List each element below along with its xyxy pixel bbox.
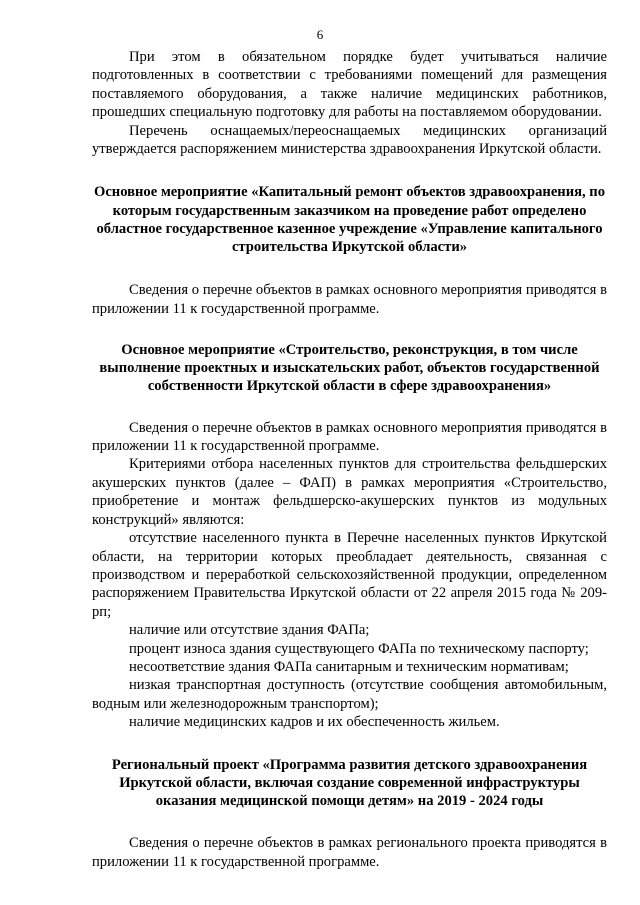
- criterion-fap-building: наличие или отсутствие здания ФАПа;: [129, 622, 370, 639]
- criterion-settlement-list: отсутствие населенного пункта в Перечне населенных пунктов Иркутской области, на территории которых преобладает деятельность, связанная с производством и переработкой сельскохозяйственной продукции, определенном распоряжением Правительства Иркутской области от 22 апреля 2015 года № 209-рп;: [92, 530, 607, 620]
- criterion-wear-percent: процент износа здания существующего ФАПа по техническому паспорту;: [129, 640, 589, 657]
- heading-construction: Основное мероприятие «Строительство, реконструкция, в том числе выполнение проектных и изыскательских работ, объектов государственной собственности Иркутской области в сфере здравоохранения»: [99, 342, 600, 395]
- page-number: 6: [316, 27, 324, 42]
- paragraph-organizations-list: Перечень оснащаемых/переоснащаемых медицинских организаций утверждается распоряжением министерства здравоохранения Иркутской области.: [92, 122, 607, 158]
- criterion-transport-access: низкая транспортная доступность (отсутствие сообщения автомобильным, водным или железнодорожным транспортом);: [92, 677, 607, 712]
- criterion-medical-staff: наличие медицинских кадров и их обеспеченность жильем.: [129, 714, 500, 731]
- paragraph-capital-repair-objects: Сведения о перечне объектов в рамках основного мероприятия приводятся в приложении 11 к государственной программе.: [92, 282, 607, 317]
- heading-capital-repair: Основное мероприятие «Капитальный ремонт объектов здравоохранения, по которым государственным заказчиком на проведение работ определено областное государственное казенное учреждение «Управление капитального строительства Иркутской области»: [93, 184, 606, 256]
- paragraph-equipment-conditions: При этом в обязательном порядке будет учитываться наличие подготовленных в соответствии с требованиями помещений для размещения поставляемого оборудования, а также наличие медицинских работников, прошедших специальную подготовку для работы на поставляемом оборудовании.: [92, 49, 607, 121]
- paragraph-regional-objects: Сведения о перечне объектов в рамках регионального проекта приводятся в приложении 11 к государственной программе.: [92, 835, 607, 870]
- paragraph-fap-criteria: Критериями отбора населенных пунктов для строительства фельдшерских акушерских пунктов (далее – ФАП) в рамках мероприятия «Строительство, приобретение и монтаж фельдшерско-акушерских пунктов из модульных конструкций» являются:: [92, 456, 607, 528]
- criterion-norms-noncompliance: несоответствие здания ФАПа санитарным и техническим нормативам;: [129, 658, 569, 675]
- heading-regional-project: Региональный проект «Программа развития детского здравоохранения Иркутской области, включая создание современной инфраструктуры оказания медицинской помощи детям» на 2019 - 2024 годы: [111, 756, 588, 809]
- paragraph-construction-objects: Сведения о перечне объектов в рамках основного мероприятия приводятся в приложении 11 к государственной программе.: [92, 419, 607, 455]
- document-body: [92, 48, 607, 871]
